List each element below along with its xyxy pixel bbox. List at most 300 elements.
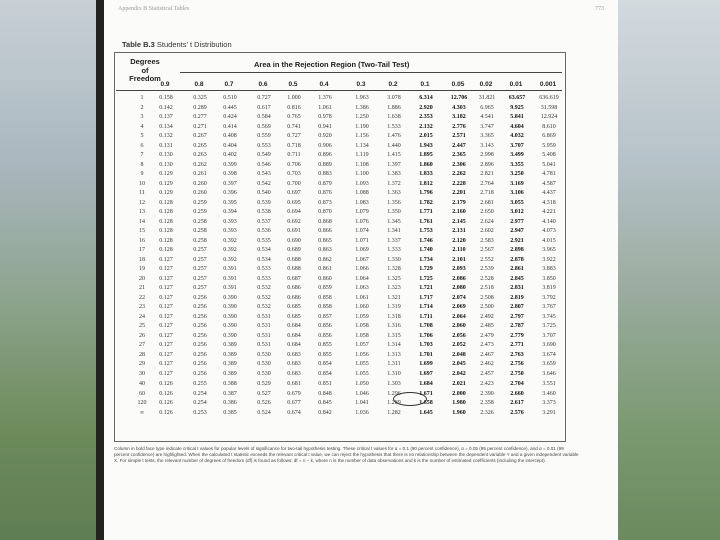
value-cell: 1.963 (355, 95, 369, 101)
value-cell: 1.250 (355, 114, 369, 120)
value-cell: 0.259 (193, 199, 207, 206)
value-cell: 1.328 (387, 266, 401, 272)
value-cell: 2.756 (510, 361, 524, 367)
value-cell: 1.638 (387, 114, 401, 120)
value-cell: 2.479 (480, 332, 494, 339)
value-cell: 3.850 (542, 275, 556, 282)
value-cell: 3.291 (542, 409, 556, 416)
value-cell: 2.358 (480, 400, 494, 406)
value-cell: 0.131 (159, 142, 173, 149)
table-row (104, 265, 556, 274)
value-cell: 0.685 (287, 304, 301, 310)
table-row (104, 341, 556, 350)
value-cell: 2.571 (452, 133, 466, 139)
value-cell: 1.345 (387, 218, 401, 225)
value-cell: 0.260 (193, 180, 207, 187)
value-cell: 2.485 (480, 323, 494, 329)
value-cell: 1.476 (387, 133, 401, 139)
value-cell: 1.289 (387, 400, 401, 406)
value-cell: 0.129 (159, 171, 173, 177)
value-cell: 2.457 (480, 370, 494, 377)
value-cell: 0.391 (223, 266, 237, 272)
value-cell: 0.390 (223, 294, 237, 301)
table-row (104, 322, 556, 331)
value-cell: 1.645 (419, 409, 433, 416)
df-cell: 21 (139, 285, 145, 291)
value-cell: 0.393 (223, 218, 237, 225)
value-cell: 3.365 (480, 133, 494, 139)
value-cell: 2.201 (452, 190, 466, 196)
table-row (104, 390, 556, 399)
value-cell: 1.058 (355, 323, 369, 329)
value-cell: 2.921 (510, 237, 524, 244)
value-cell: 3.355 (510, 161, 524, 168)
value-cell: 1.315 (387, 332, 401, 339)
table-row (104, 151, 556, 160)
value-cell: 3.792 (542, 294, 556, 301)
value-cell: 1.734 (419, 256, 433, 263)
value-cell: 0.259 (193, 209, 207, 215)
value-cell: 1.397 (387, 161, 401, 168)
value-cell: 0.531 (257, 313, 271, 320)
value-cell: 0.277 (193, 114, 207, 120)
value-cell: 1.316 (387, 323, 401, 329)
value-cell: 0.254 (193, 400, 207, 406)
value-cell: 1.296 (387, 390, 401, 397)
value-cell: 2.048 (452, 351, 466, 358)
value-cell: 0.854 (318, 361, 332, 367)
value-cell: 0.842 (318, 409, 332, 416)
df-cell: 29 (139, 361, 145, 367)
value-cell: 2.576 (510, 409, 524, 416)
value-cell: 0.258 (193, 237, 207, 244)
value-cell: 0.848 (318, 390, 332, 397)
value-cell: 2.074 (452, 294, 466, 301)
value-cell: 2.056 (452, 332, 466, 339)
value-cell: 1.036 (355, 409, 369, 416)
table-row (104, 275, 556, 284)
value-cell: 2.306 (452, 161, 466, 168)
value-cell: 0.711 (287, 152, 301, 158)
value-cell: 4.032 (510, 133, 524, 139)
df-cell: 7 (140, 152, 144, 158)
value-cell: 0.531 (257, 332, 271, 339)
value-cell: 1.055 (355, 370, 369, 377)
value-cell: 1.701 (419, 351, 433, 358)
df-cell: 13 (139, 209, 145, 215)
value-cell: 0.533 (257, 275, 271, 282)
value-cell: 0.289 (193, 104, 207, 111)
value-cell: 0.414 (223, 123, 237, 130)
value-cell: 2.660 (510, 390, 524, 397)
value-cell: 2.228 (452, 180, 466, 187)
background-scenery-left (0, 0, 100, 540)
value-cell: 2.776 (452, 123, 466, 130)
value-cell: 0.540 (257, 190, 271, 196)
value-cell: 2.977 (510, 218, 524, 225)
value-cell: 4.073 (542, 228, 556, 234)
value-cell: 2.423 (480, 381, 494, 387)
value-cell: 0.870 (318, 209, 332, 215)
value-cell: 5.408 (542, 152, 556, 158)
value-cell: 2.624 (480, 218, 494, 225)
value-cell: 0.816 (287, 104, 301, 111)
value-cell: 0.534 (257, 247, 271, 253)
value-cell: 1.684 (419, 381, 433, 387)
value-cell: 1.059 (355, 313, 369, 320)
value-cell: 1.083 (355, 199, 369, 206)
value-cell: 0.392 (223, 247, 237, 253)
df-cell: 1 (140, 95, 144, 101)
value-cell: 2.771 (510, 342, 524, 348)
value-cell: 0.256 (193, 361, 207, 367)
value-cell: 3.106 (510, 190, 524, 196)
table-number: Table B.3 (122, 40, 155, 49)
value-cell: 3.551 (542, 381, 556, 387)
value-cell: 3.690 (542, 342, 556, 348)
value-cell: 1.303 (387, 381, 401, 387)
value-cell: 0.390 (223, 304, 237, 310)
value-cell: 1.061 (355, 294, 369, 301)
value-cell: 1.064 (355, 275, 369, 282)
value-cell: 1.063 (355, 285, 369, 291)
value-cell: 0.691 (287, 228, 301, 234)
value-cell: 0.535 (257, 237, 271, 244)
value-cell: 0.866 (318, 228, 332, 234)
page-edge-shadow (96, 0, 104, 540)
value-cell: 0.391 (223, 275, 237, 282)
df-cell: 11 (139, 190, 145, 196)
value-cell: 0.255 (193, 381, 207, 387)
value-cell: 0.543 (257, 171, 271, 177)
value-cell: 0.126 (159, 409, 173, 416)
value-cell: 0.130 (159, 161, 173, 168)
value-cell: 0.538 (257, 209, 271, 215)
value-cell: 2.160 (452, 209, 466, 215)
table-row (104, 370, 556, 379)
value-cell: 0.134 (159, 123, 173, 130)
value-cell: 0.741 (287, 123, 301, 130)
value-cell: 0.389 (223, 361, 237, 367)
value-cell: 0.941 (318, 123, 332, 130)
value-cell: 1.041 (355, 400, 369, 406)
value-cell: 2.447 (452, 142, 466, 149)
value-cell: 1.318 (387, 313, 401, 320)
running-head (118, 6, 604, 16)
value-cell: 0.445 (223, 104, 237, 111)
value-cell: 0.142 (159, 104, 173, 111)
value-cell: 0.127 (159, 275, 173, 282)
df-cell: 2 (140, 104, 144, 111)
value-cell: 1.000 (287, 95, 301, 101)
value-cell: 0.855 (318, 342, 332, 348)
value-cell: 0.679 (287, 390, 301, 397)
value-cell: 3.725 (542, 323, 556, 329)
value-cell: 0.256 (193, 323, 207, 329)
value-cell: 0.855 (318, 351, 332, 358)
value-cell: 2.617 (510, 400, 524, 406)
value-cell: 1.093 (355, 180, 369, 187)
value-cell: 0.392 (223, 237, 237, 244)
value-cell: 0.529 (257, 381, 271, 387)
value-cell: 0.531 (257, 342, 271, 348)
value-cell: 0.127 (159, 361, 173, 367)
value-cell: 2.064 (452, 313, 466, 320)
value-cell: 0.129 (159, 180, 173, 187)
table-row (104, 409, 556, 418)
value-cell: 3.055 (510, 199, 524, 206)
value-cell: 0.530 (257, 370, 271, 377)
value-cell: 0.265 (193, 142, 207, 149)
value-cell: 1.190 (355, 123, 369, 130)
value-cell: 1.943 (419, 142, 433, 149)
value-cell: 1.717 (419, 294, 433, 301)
value-cell: 3.012 (510, 209, 524, 215)
table-row (104, 104, 558, 113)
table-row (104, 218, 556, 227)
value-cell: 2.650 (480, 209, 494, 215)
value-cell: 0.388 (223, 381, 237, 387)
df-cell: 12 (139, 199, 145, 206)
value-cell: 0.883 (318, 171, 332, 177)
value-cell: 1.771 (419, 209, 433, 215)
value-cell: 0.617 (257, 104, 271, 111)
value-cell: 0.389 (223, 351, 237, 358)
value-cell: 0.533 (257, 266, 271, 272)
value-cell: 1.706 (419, 332, 433, 339)
value-cell: 0.851 (318, 381, 332, 387)
value-cell: 0.879 (318, 180, 332, 187)
table-row (104, 227, 556, 236)
value-cell: 1.753 (419, 228, 433, 234)
value-cell: 0.694 (287, 209, 301, 215)
value-cell: 0.128 (159, 218, 173, 225)
table-row (104, 332, 556, 341)
value-cell: 2.807 (510, 304, 524, 310)
value-cell: 4.587 (542, 180, 556, 187)
value-cell: 0.685 (287, 313, 301, 320)
value-cell: 0.690 (287, 237, 301, 244)
value-cell: 636.619 (539, 95, 559, 101)
value-cell: 0.531 (257, 323, 271, 329)
value-cell: 2.878 (510, 256, 524, 263)
value-cell: 12.706 (450, 95, 468, 101)
value-cell: 1.067 (355, 256, 369, 263)
value-cell: 1.671 (419, 390, 433, 397)
value-cell: 0.256 (193, 351, 207, 358)
value-cell: 8.610 (542, 123, 556, 130)
value-cell: 0.392 (223, 256, 237, 263)
value-cell: 0.126 (159, 381, 173, 387)
value-cell: 0.397 (223, 180, 237, 187)
value-cell: 0.127 (159, 323, 173, 329)
value-cell: 0.257 (193, 285, 207, 291)
value-cell: 0.128 (159, 209, 173, 215)
df-cell: 9 (140, 171, 144, 177)
table-row (104, 161, 556, 170)
value-cell: 3.922 (542, 256, 556, 263)
value-cell: 0.256 (193, 304, 207, 310)
value-cell: 0.845 (318, 400, 332, 406)
value-cell: 2.086 (452, 275, 466, 282)
value-cell: 0.532 (257, 294, 271, 301)
value-cell: 2.500 (480, 304, 494, 310)
value-cell: 1.812 (419, 180, 433, 187)
value-cell: 0.683 (287, 370, 301, 377)
value-cell: 1.960 (452, 409, 466, 416)
value-cell: 1.061 (318, 104, 332, 111)
value-cell: 0.256 (193, 342, 207, 348)
value-cell: 2.120 (452, 237, 466, 244)
value-cell: 2.831 (510, 285, 524, 291)
value-cell: 1.319 (387, 304, 401, 310)
value-cell: 0.863 (318, 247, 332, 253)
df-header (122, 58, 168, 84)
value-cell: 1.046 (355, 390, 369, 397)
table-row (104, 142, 556, 151)
value-cell: 1.721 (419, 285, 433, 291)
df-cell: 24 (139, 313, 145, 320)
value-cell: 0.261 (193, 171, 207, 177)
value-cell: 0.389 (223, 342, 237, 348)
value-cell: 1.383 (387, 171, 401, 177)
value-cell: 1.376 (318, 95, 332, 101)
value-cell: 0.727 (287, 133, 301, 139)
value-cell: 0.859 (318, 285, 332, 291)
value-cell: 2.681 (480, 199, 494, 206)
df-cell: 14 (139, 218, 145, 225)
value-cell: 1.311 (387, 361, 401, 367)
value-cell: 0.532 (257, 304, 271, 310)
value-cell: 0.385 (223, 409, 237, 416)
value-cell: 3.499 (510, 152, 524, 158)
value-cell: 1.980 (452, 400, 466, 406)
value-cell: 12.924 (540, 114, 558, 120)
value-cell: 2.262 (452, 171, 466, 177)
value-cell: 0.539 (257, 199, 271, 206)
value-cell: 1.108 (355, 161, 369, 168)
value-cell: 0.868 (318, 218, 332, 225)
value-cell: 1.313 (387, 351, 401, 358)
value-cell: 0.546 (257, 161, 271, 168)
df-cell: 5 (140, 133, 144, 139)
value-cell: 0.258 (193, 228, 207, 234)
value-cell: 0.127 (159, 342, 173, 348)
value-cell: 0.126 (159, 390, 173, 397)
value-cell: 0.271 (193, 123, 207, 130)
value-cell: 0.906 (318, 142, 332, 149)
value-cell: 0.262 (193, 161, 207, 168)
value-cell: 0.393 (223, 228, 237, 234)
value-cell: 0.695 (287, 199, 301, 206)
value-cell: 0.256 (193, 332, 207, 339)
value-cell: 4.318 (542, 199, 556, 206)
value-cell: 1.363 (387, 190, 401, 196)
value-cell: 0.132 (159, 133, 173, 139)
value-cell: 0.677 (287, 400, 301, 406)
value-cell: 2.821 (480, 171, 494, 177)
value-cell: 0.263 (193, 152, 207, 158)
value-cell: 0.700 (287, 180, 301, 187)
table-row (104, 313, 556, 322)
value-cell: 0.584 (257, 114, 271, 120)
value-cell: 2.750 (510, 370, 524, 377)
value-cell: 0.424 (223, 114, 237, 120)
document-page (104, 0, 618, 540)
background-scenery-right (618, 0, 720, 540)
value-cell: 0.686 (287, 285, 301, 291)
value-cell: 31.598 (540, 104, 558, 111)
value-cell: 1.761 (419, 218, 433, 225)
page-number: 773 (595, 6, 604, 12)
table-row (104, 256, 556, 265)
value-cell: 0.559 (257, 133, 271, 139)
column-header: 0.3 (356, 81, 366, 88)
header-rule-top (180, 72, 562, 73)
value-cell: 4.437 (542, 190, 556, 196)
value-cell: 9.925 (510, 104, 524, 111)
value-cell: 1.860 (419, 161, 433, 168)
value-cell: 0.127 (159, 304, 173, 310)
column-header: 0.6 (258, 81, 268, 88)
value-cell: 0.687 (287, 275, 301, 282)
value-cell: 1.886 (387, 104, 401, 111)
value-cell: 1.746 (419, 237, 433, 244)
value-cell: 2.898 (510, 247, 524, 253)
value-cell: 1.050 (355, 381, 369, 387)
value-cell: 2.779 (510, 332, 524, 339)
column-header: 0.7 (224, 81, 234, 88)
value-cell: 0.386 (223, 400, 237, 406)
value-cell: 0.718 (287, 142, 301, 149)
value-cell: 3.965 (542, 247, 556, 253)
df-cell: 22 (139, 294, 145, 301)
value-cell: 1.056 (355, 351, 369, 358)
value-cell: 0.256 (193, 313, 207, 320)
value-cell: 2.718 (480, 190, 494, 196)
value-cell: 0.396 (223, 190, 237, 196)
value-cell: 1.333 (387, 247, 401, 253)
value-cell: 2.365 (452, 152, 466, 158)
df-cell: 17 (139, 247, 145, 253)
value-cell: 0.130 (159, 152, 173, 158)
value-cell: 5.959 (542, 142, 556, 149)
value-cell: 2.473 (480, 342, 494, 348)
table-title (122, 40, 232, 49)
value-cell: 1.708 (419, 323, 433, 329)
value-cell: 1.310 (387, 370, 401, 377)
table-row (104, 294, 556, 303)
table-row (104, 360, 556, 369)
value-cell: 1.066 (355, 266, 369, 272)
value-cell: 2.326 (480, 409, 494, 416)
df-cell: 23 (139, 304, 145, 310)
value-cell: 0.127 (159, 332, 173, 339)
value-cell: 0.127 (159, 256, 173, 263)
table-row (104, 246, 556, 255)
value-cell: 1.895 (419, 152, 433, 158)
value-cell: 0.674 (287, 409, 301, 416)
value-cell: 0.542 (257, 180, 271, 187)
table-row (104, 170, 556, 179)
value-cell: 2.920 (419, 104, 433, 111)
value-cell: 0.127 (159, 370, 173, 377)
df-cell: 16 (139, 237, 145, 244)
value-cell: 1.074 (355, 228, 369, 234)
value-cell: 2.042 (452, 370, 466, 377)
value-cell: 1.658 (419, 400, 433, 406)
value-cell: 0.402 (223, 152, 237, 158)
